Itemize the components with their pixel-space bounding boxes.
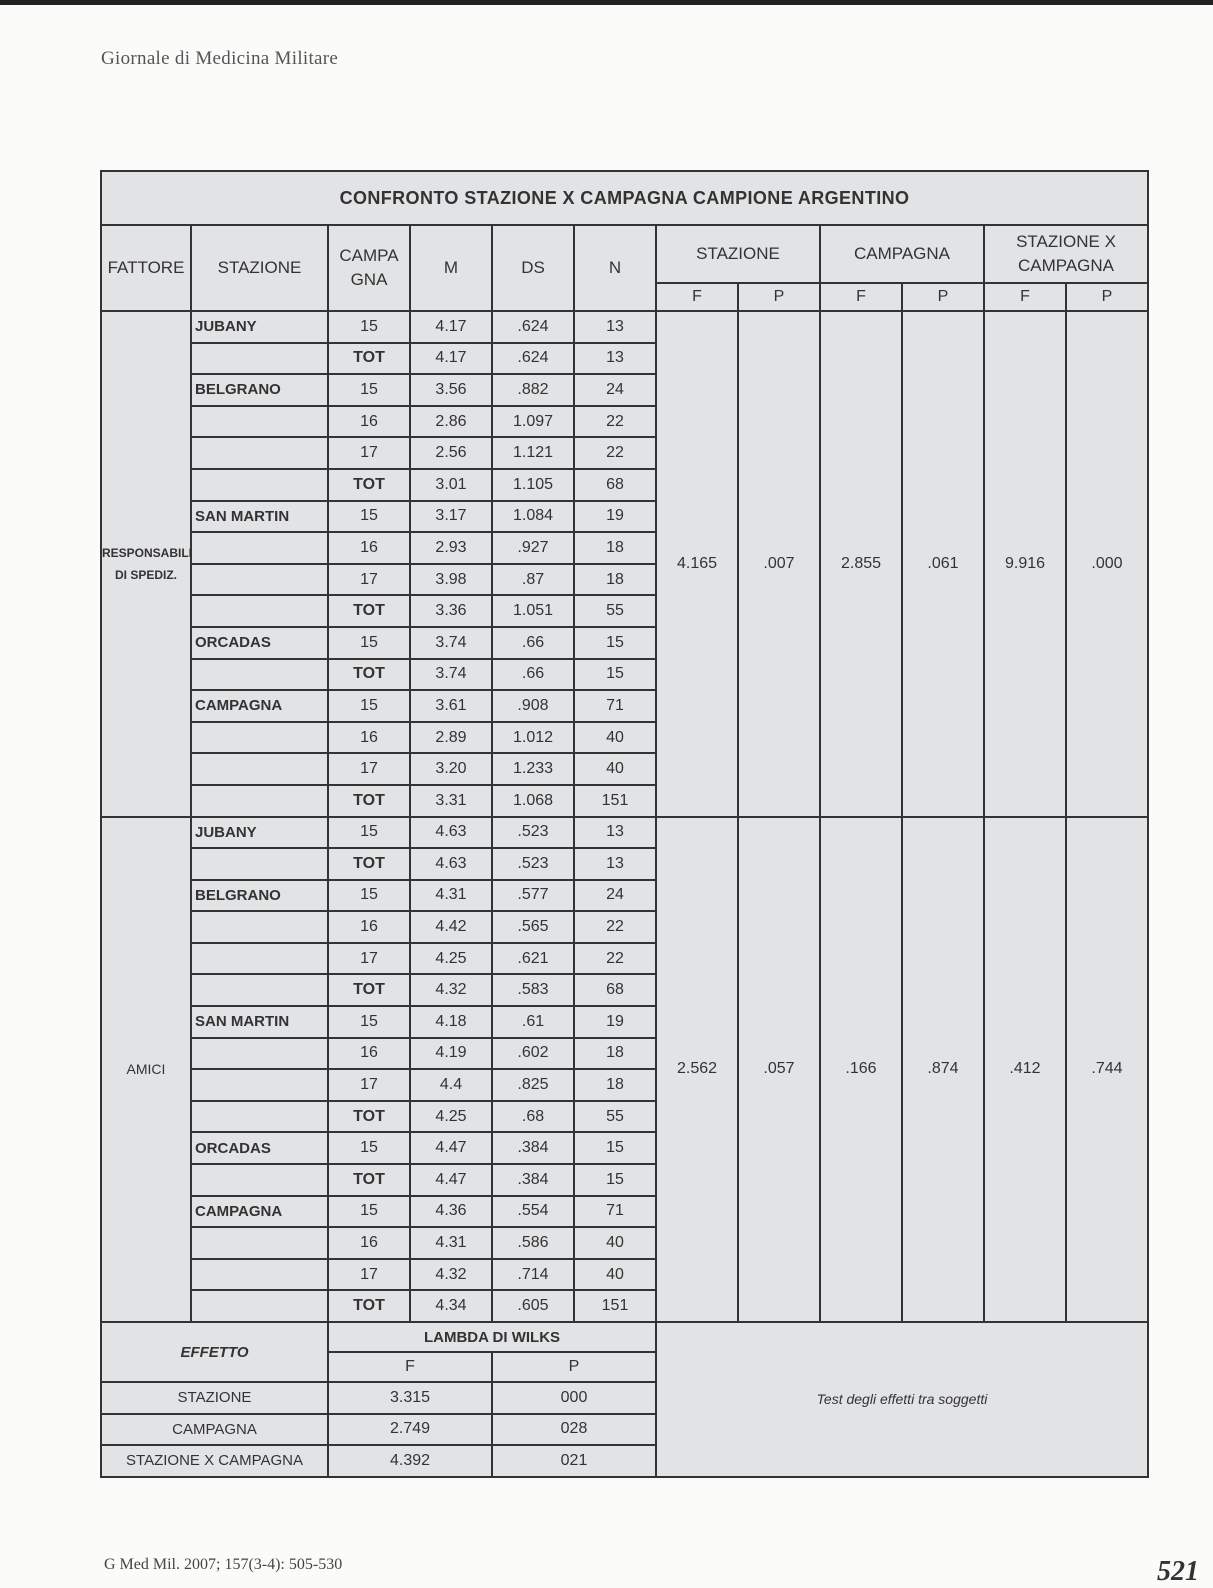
m-cell: 3.31	[410, 785, 492, 817]
m-cell: 3.17	[410, 501, 492, 533]
ds-cell: 1.105	[492, 469, 574, 501]
campagna-cell: 16	[328, 406, 410, 438]
results-table	[100, 170, 1149, 1478]
stazione-cell	[191, 406, 328, 438]
ds-cell: .523	[492, 848, 574, 880]
m-cell: 4.63	[410, 848, 492, 880]
ds-cell: .384	[492, 1132, 574, 1164]
n-cell: 40	[574, 722, 656, 754]
table-title: CONFRONTO STAZIONE X CAMPAGNA CAMPIONE ARGENTINO	[101, 171, 1148, 225]
campagna-cell: TOT	[328, 785, 410, 817]
effect-p: 028	[492, 1414, 656, 1446]
stazione-cell	[191, 1101, 328, 1133]
ds-cell: 1.121	[492, 437, 574, 469]
m-cell: 3.74	[410, 659, 492, 691]
campagna-cell: TOT	[328, 1290, 410, 1322]
campagna-cell: 15	[328, 1132, 410, 1164]
campagna-cell: 15	[328, 880, 410, 912]
m-cell: 4.31	[410, 1227, 492, 1259]
m-cell: 4.18	[410, 1006, 492, 1038]
ds-cell: .565	[492, 911, 574, 943]
test-note: Test degli effetti tra soggetti	[656, 1322, 1148, 1477]
stazione-cell	[191, 469, 328, 501]
n-cell: 24	[574, 880, 656, 912]
n-cell: 40	[574, 1259, 656, 1291]
stazione-cell: JUBANY	[191, 311, 328, 343]
m-cell: 3.74	[410, 627, 492, 659]
m-cell: 4.47	[410, 1164, 492, 1196]
m-cell: 4.42	[410, 911, 492, 943]
effect-p: 000	[492, 1382, 656, 1414]
stat-sxc-f: 9.916	[984, 311, 1066, 817]
fattore-cell	[101, 311, 191, 817]
header-fattore: FATTORE	[101, 225, 191, 311]
n-cell: 18	[574, 564, 656, 596]
stazione-cell	[191, 785, 328, 817]
campagna-cell: 15	[328, 817, 410, 849]
m-cell: 3.01	[410, 469, 492, 501]
stazione-cell	[191, 532, 328, 564]
m-cell: 4.19	[410, 1038, 492, 1070]
ds-cell: .583	[492, 974, 574, 1006]
m-cell: 2.86	[410, 406, 492, 438]
ds-cell: .624	[492, 343, 574, 375]
header-campagna-line1: CAMPA	[339, 246, 399, 265]
n-cell: 19	[574, 501, 656, 533]
campagna-cell: TOT	[328, 1164, 410, 1196]
n-cell: 22	[574, 943, 656, 975]
ds-cell: .621	[492, 943, 574, 975]
table-row	[101, 817, 1148, 849]
header-campagna-line2: GNA	[350, 270, 388, 289]
effect-label: CAMPAGNA	[101, 1414, 328, 1446]
fattore-label-line1: RESPONSABILI	[102, 545, 193, 560]
stazione-cell	[191, 1164, 328, 1196]
m-cell: 4.63	[410, 817, 492, 849]
ds-cell: .605	[492, 1290, 574, 1322]
ds-cell: .586	[492, 1227, 574, 1259]
stazione-cell	[191, 943, 328, 975]
effects-body	[101, 1322, 1148, 1477]
m-cell: 3.98	[410, 564, 492, 596]
m-cell: 4.25	[410, 943, 492, 975]
m-cell: 2.93	[410, 532, 492, 564]
ds-cell: 1.233	[492, 753, 574, 785]
ds-cell: .577	[492, 880, 574, 912]
table-title-row	[101, 171, 1148, 225]
m-cell: 4.32	[410, 974, 492, 1006]
effects-header-row	[101, 1322, 1148, 1352]
header-n: N	[574, 225, 656, 311]
campagna-cell: 16	[328, 911, 410, 943]
lambda-f-label: F	[328, 1352, 492, 1382]
m-cell: 4.47	[410, 1132, 492, 1164]
campagna-cell: 17	[328, 753, 410, 785]
stat-campagna-p: .061	[902, 311, 984, 817]
campagna-cell: 16	[328, 1038, 410, 1070]
ds-cell: .624	[492, 311, 574, 343]
stat-campagna-p: .874	[902, 817, 984, 1323]
fattore-cell	[101, 817, 191, 1323]
stazione-cell	[191, 848, 328, 880]
n-cell: 55	[574, 1101, 656, 1133]
n-cell: 15	[574, 659, 656, 691]
ds-cell: .61	[492, 1006, 574, 1038]
stazione-cell	[191, 722, 328, 754]
stazione-cell: BELGRANO	[191, 374, 328, 406]
stazione-cell: JUBANY	[191, 817, 328, 849]
effect-f: 4.392	[328, 1445, 492, 1477]
m-cell: 3.61	[410, 690, 492, 722]
campagna-cell: 15	[328, 501, 410, 533]
n-cell: 15	[574, 1132, 656, 1164]
m-cell: 3.36	[410, 595, 492, 627]
stazione-cell: SAN MARTIN	[191, 501, 328, 533]
stazione-cell	[191, 437, 328, 469]
ds-cell: .554	[492, 1196, 574, 1228]
header-group-campagna: CAMPAGNA	[820, 225, 984, 283]
stat-sxc-p: .000	[1066, 311, 1148, 817]
stazione-cell	[191, 343, 328, 375]
subheader-p: P	[902, 283, 984, 311]
ds-cell: .66	[492, 659, 574, 691]
header-stazione: STAZIONE	[191, 225, 328, 311]
campagna-cell: 17	[328, 1259, 410, 1291]
n-cell: 22	[574, 406, 656, 438]
stazione-cell	[191, 911, 328, 943]
n-cell: 22	[574, 911, 656, 943]
n-cell: 40	[574, 753, 656, 785]
campagna-cell: TOT	[328, 659, 410, 691]
effect-f: 2.749	[328, 1414, 492, 1446]
stazione-cell	[191, 1259, 328, 1291]
ds-cell: 1.012	[492, 722, 574, 754]
ds-cell: .384	[492, 1164, 574, 1196]
effect-p: 021	[492, 1445, 656, 1477]
m-cell: 4.4	[410, 1069, 492, 1101]
stazione-cell	[191, 1038, 328, 1070]
campagna-cell: 17	[328, 437, 410, 469]
table-body	[101, 171, 1148, 1322]
campagna-cell: 17	[328, 564, 410, 596]
campagna-cell: 17	[328, 943, 410, 975]
stazione-cell	[191, 564, 328, 596]
n-cell: 18	[574, 532, 656, 564]
lambda-label: LAMBDA DI WILKS	[328, 1322, 656, 1352]
stazione-cell	[191, 974, 328, 1006]
ds-cell: .927	[492, 532, 574, 564]
campagna-cell: TOT	[328, 1101, 410, 1133]
m-cell: 4.17	[410, 311, 492, 343]
n-cell: 18	[574, 1069, 656, 1101]
m-cell: 4.17	[410, 343, 492, 375]
effect-label: STAZIONE X CAMPAGNA	[101, 1445, 328, 1477]
n-cell: 151	[574, 1290, 656, 1322]
campagna-cell: 16	[328, 722, 410, 754]
ds-cell: .882	[492, 374, 574, 406]
stat-stazione-f: 4.165	[656, 311, 738, 817]
campagna-cell: 15	[328, 311, 410, 343]
n-cell: 71	[574, 690, 656, 722]
m-cell: 3.20	[410, 753, 492, 785]
subheader-f: F	[984, 283, 1066, 311]
fattore-label-line1: AMICI	[126, 1061, 166, 1078]
header-row	[101, 225, 1148, 283]
stazione-cell	[191, 1227, 328, 1259]
n-cell: 68	[574, 469, 656, 501]
running-head: Giornale di Medicina Militare	[101, 48, 339, 69]
ds-cell: 1.051	[492, 595, 574, 627]
n-cell: 71	[574, 1196, 656, 1228]
n-cell: 40	[574, 1227, 656, 1259]
subheader-p: P	[1066, 283, 1148, 311]
campagna-cell: TOT	[328, 343, 410, 375]
header-campagna	[328, 225, 410, 311]
n-cell: 13	[574, 817, 656, 849]
campagna-cell: 15	[328, 1006, 410, 1038]
m-cell: 4.32	[410, 1259, 492, 1291]
m-cell: 2.89	[410, 722, 492, 754]
m-cell: 4.31	[410, 880, 492, 912]
stat-stazione-p: .007	[738, 311, 820, 817]
stat-sxc-p: .744	[1066, 817, 1148, 1323]
stazione-cell: CAMPAGNA	[191, 1196, 328, 1228]
stazione-cell	[191, 659, 328, 691]
stat-stazione-f: 2.562	[656, 817, 738, 1323]
header-sxc-line1: STAZIONE X	[1016, 232, 1116, 251]
effetto-label: EFFETTO	[101, 1322, 328, 1382]
campagna-cell: 17	[328, 1069, 410, 1101]
subheader-p: P	[738, 283, 820, 311]
campagna-cell: 15	[328, 627, 410, 659]
m-cell: 4.34	[410, 1290, 492, 1322]
n-cell: 22	[574, 437, 656, 469]
stazione-cell	[191, 1290, 328, 1322]
n-cell: 68	[574, 974, 656, 1006]
m-cell: 3.56	[410, 374, 492, 406]
n-cell: 13	[574, 848, 656, 880]
n-cell: 15	[574, 627, 656, 659]
campagna-cell: 15	[328, 374, 410, 406]
subheader-f: F	[820, 283, 902, 311]
table-row	[101, 311, 1148, 343]
page-number: 521	[1157, 1556, 1199, 1587]
ds-cell: .523	[492, 817, 574, 849]
effect-f: 3.315	[328, 1382, 492, 1414]
m-cell: 4.25	[410, 1101, 492, 1133]
n-cell: 13	[574, 311, 656, 343]
header-ds: DS	[492, 225, 574, 311]
n-cell: 151	[574, 785, 656, 817]
campagna-cell: TOT	[328, 595, 410, 627]
scan-top-edge	[0, 0, 1213, 5]
ds-cell: 1.097	[492, 406, 574, 438]
fattore-label-line2: DI SPEDIZ.	[114, 567, 177, 582]
ds-cell: .66	[492, 627, 574, 659]
ds-cell: .825	[492, 1069, 574, 1101]
campagna-cell: 16	[328, 532, 410, 564]
stazione-cell: ORCADAS	[191, 627, 328, 659]
m-cell: 4.36	[410, 1196, 492, 1228]
n-cell: 18	[574, 1038, 656, 1070]
n-cell: 15	[574, 1164, 656, 1196]
ds-cell: 1.084	[492, 501, 574, 533]
ds-cell: 1.068	[492, 785, 574, 817]
ds-cell: .68	[492, 1101, 574, 1133]
stat-sxc-f: .412	[984, 817, 1066, 1323]
stazione-cell: SAN MARTIN	[191, 1006, 328, 1038]
stat-campagna-f: 2.855	[820, 311, 902, 817]
campagna-cell: TOT	[328, 848, 410, 880]
stazione-cell: BELGRANO	[191, 880, 328, 912]
n-cell: 55	[574, 595, 656, 627]
header-group-stazione-x-campagna	[984, 225, 1148, 283]
stazione-cell	[191, 595, 328, 627]
ds-cell: .908	[492, 690, 574, 722]
campagna-cell: TOT	[328, 469, 410, 501]
stazione-cell: CAMPAGNA	[191, 690, 328, 722]
campagna-cell: TOT	[328, 974, 410, 1006]
lambda-p-label: P	[492, 1352, 656, 1382]
header-sxc-line2: CAMPAGNA	[1017, 256, 1115, 275]
ds-cell: .602	[492, 1038, 574, 1070]
stat-campagna-f: .166	[820, 817, 902, 1323]
stat-stazione-p: .057	[738, 817, 820, 1323]
subheader-f: F	[656, 283, 738, 311]
m-cell: 2.56	[410, 437, 492, 469]
ds-cell: .714	[492, 1259, 574, 1291]
stazione-cell: ORCADAS	[191, 1132, 328, 1164]
campagna-cell: 15	[328, 690, 410, 722]
header-group-stazione: STAZIONE	[656, 225, 820, 283]
footer-citation: G Med Mil. 2007; 157(3-4): 505-530	[104, 1556, 343, 1573]
header-m: M	[410, 225, 492, 311]
n-cell: 19	[574, 1006, 656, 1038]
n-cell: 13	[574, 343, 656, 375]
campagna-cell: 15	[328, 1196, 410, 1228]
effect-label: STAZIONE	[101, 1382, 328, 1414]
stazione-cell	[191, 753, 328, 785]
campagna-cell: 16	[328, 1227, 410, 1259]
n-cell: 24	[574, 374, 656, 406]
stazione-cell	[191, 1069, 328, 1101]
ds-cell: .87	[492, 564, 574, 596]
